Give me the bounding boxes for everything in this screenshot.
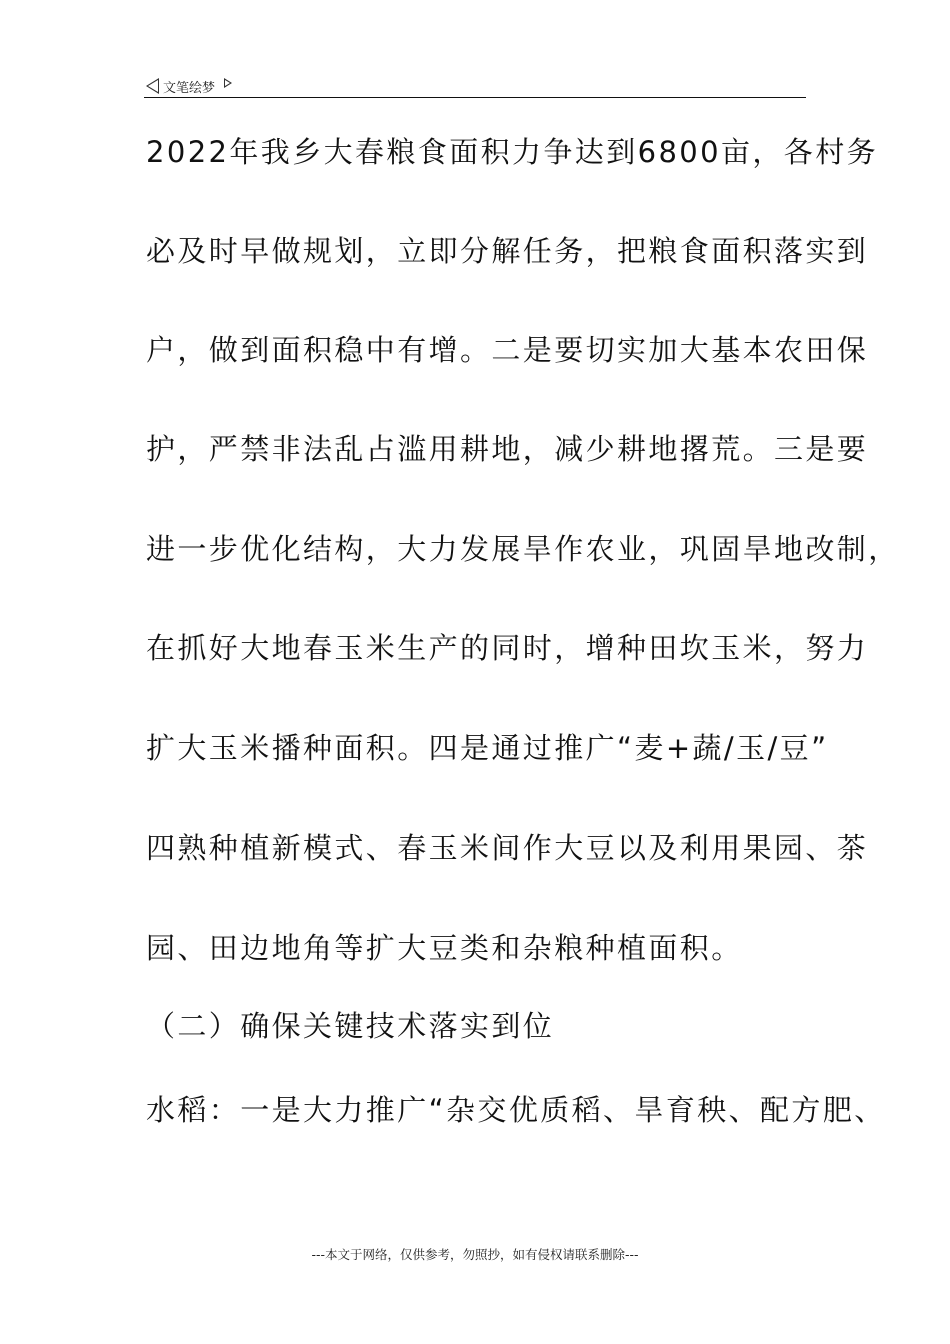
body-line-8: 四熟种植新模式、春玉米间作大豆以及利用果园、茶	[146, 831, 869, 865]
page-header	[146, 74, 232, 98]
header-title: 文笔绘梦	[163, 80, 216, 96]
header-divider	[144, 97, 806, 98]
triangle-left-icon	[146, 78, 159, 94]
body-line-5: 进一步优化结构，大力发展旱作农业，巩固旱地改制，	[146, 532, 900, 566]
page-footer: ---本文于网络，仅供参考，勿照抄，如有侵权请联系删除---	[311, 1247, 639, 1262]
body-line-7: 扩大玉米播种面积。四是通过推广“麦+蔬/玉/豆”	[146, 731, 829, 765]
body-line-2: 必及时早做规划，立即分解任务，把粮食面积落实到	[146, 234, 869, 268]
body-line-11: 水稻：一是大力推广“杂交优质稻、旱育秧、配方肥、	[146, 1093, 886, 1127]
section-heading: （二）确保关键技术落实到位	[146, 1009, 555, 1043]
body-line-6: 在抓好大地春玉米生产的同时，增种田坎玉米，努力	[146, 631, 869, 665]
body-line-4: 护，严禁非法乱占滥用耕地，减少耕地撂荒。三是要	[146, 432, 869, 466]
body-line-9: 园、田边地角等扩大豆类和杂粮种植面积。	[146, 931, 743, 965]
body-line-1: 2022年我乡大春粮食面积力争达到6800亩，各村务	[146, 135, 879, 169]
body-line-3: 户，做到面积稳中有增。二是要切实加大基本农田保	[146, 333, 869, 367]
triangle-right-icon	[224, 78, 232, 88]
